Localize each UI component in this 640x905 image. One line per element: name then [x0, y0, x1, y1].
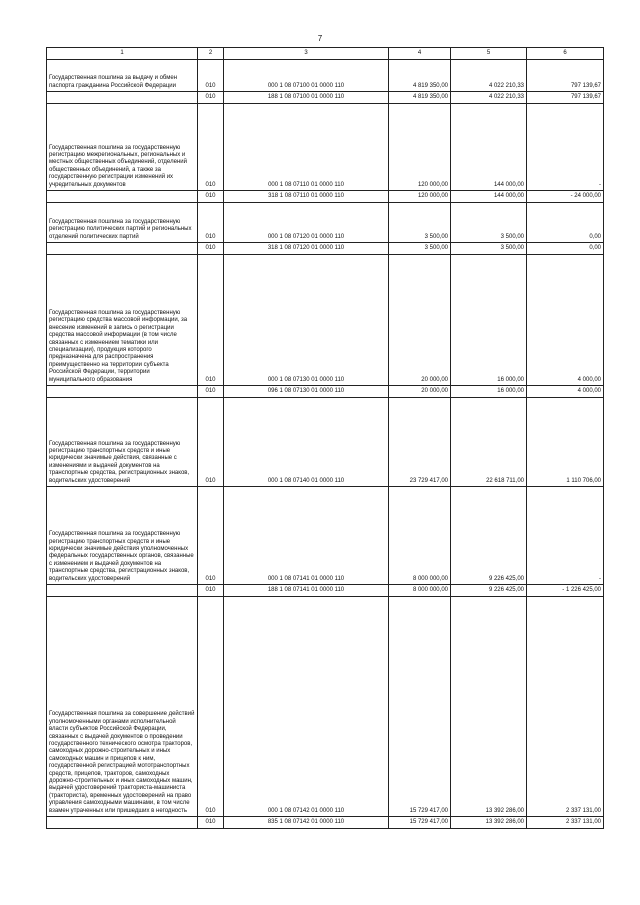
- approved-value: 120 000,00: [389, 191, 451, 203]
- budget-code: 835 1 08 07142 01 0000 110: [224, 817, 389, 829]
- unexecuted-value: 2 337 131,00: [527, 817, 604, 829]
- table-row: [47, 255, 604, 386]
- budget-code: 000 1 08 07110 01 0000 110: [224, 104, 389, 191]
- line-code: 010: [198, 398, 224, 487]
- column-number: 5: [451, 48, 527, 60]
- row-name: Государственная пошлина за совершение действий уполномоченными органами исполнительной власти субъектов Российской Федерации, связанных с выдачей документов о проведении государственного технического осмотра тракторов, самоходных дорожно-строительных и иных самоходных машин и прицепов к ним, государственной регистрацией мототранспортных средств, прицепов, тракторов, самоходных дорожно-строительных и иных самоходных машин, выдачей удостоверений тракториста-машиниста (тракториста), временных удостоверений на право управления самоходными машинами, в том числе взамен утраченных или пришедших в негодность: [47, 597, 198, 817]
- executed-value: 3 500,00: [451, 203, 527, 243]
- executed-value: 16 000,00: [451, 255, 527, 386]
- unexecuted-value: -: [527, 487, 604, 585]
- row-name: Государственная пошлина за государственную регистрацию транспортных средств и иные юридически значимые действия уполномоченных федеральных государственных органов, связанные с изменением и выдачей документов на транспортные средства, регистрационных знаков, водительских удостоверений: [47, 487, 198, 585]
- approved-value: 3 500,00: [389, 243, 451, 255]
- approved-value: 20 000,00: [389, 386, 451, 398]
- line-code: 010: [198, 597, 224, 817]
- approved-value: 15 729 417,00: [389, 817, 451, 829]
- executed-value: 4 022 210,33: [451, 92, 527, 104]
- executed-value: 9 226 425,00: [451, 585, 527, 597]
- line-code: 010: [198, 817, 224, 829]
- row-name: [47, 585, 198, 597]
- row-name: [47, 243, 198, 255]
- executed-value: 13 392 286,00: [451, 597, 527, 817]
- unexecuted-value: 797 139,67: [527, 60, 604, 92]
- executed-value: 144 000,00: [451, 104, 527, 191]
- line-code: 010: [198, 191, 224, 203]
- line-code: 010: [198, 386, 224, 398]
- table-row: [47, 203, 604, 243]
- table-row: [47, 398, 604, 487]
- executed-value: 144 000,00: [451, 191, 527, 203]
- unexecuted-value: 2 337 131,00: [527, 597, 604, 817]
- unexecuted-value: -: [527, 104, 604, 191]
- approved-value: 15 729 417,00: [389, 597, 451, 817]
- executed-value: 22 618 711,00: [451, 398, 527, 487]
- unexecuted-value: 0,00: [527, 203, 604, 243]
- unexecuted-value: - 1 226 425,00: [527, 585, 604, 597]
- table-row: [47, 92, 604, 104]
- line-code: 010: [198, 255, 224, 386]
- budget-code: 000 1 08 07141 01 0000 110: [224, 487, 389, 585]
- column-number: 1: [47, 48, 198, 60]
- unexecuted-value: 0,00: [527, 243, 604, 255]
- table-row: [47, 104, 604, 191]
- row-name: [47, 92, 198, 104]
- row-name: Государственная пошлина за выдачу и обмен паспорта гражданина Российской Федерации: [47, 60, 198, 92]
- line-code: 010: [198, 487, 224, 585]
- approved-value: 3 500,00: [389, 203, 451, 243]
- unexecuted-value: 4 000,00: [527, 386, 604, 398]
- report-table: [46, 47, 604, 829]
- line-code: 010: [198, 243, 224, 255]
- row-name: Государственная пошлина за государственную регистрацию межрегиональных, региональных и местных общественных объединений, отделений общественных объединений, а также за государственную регистрации изменений их учредительных документов: [47, 104, 198, 191]
- budget-code: 096 1 08 07130 01 0000 110: [224, 386, 389, 398]
- approved-value: 20 000,00: [389, 255, 451, 386]
- budget-code: 318 1 08 07110 01 0000 110: [224, 191, 389, 203]
- unexecuted-value: - 24 000,00: [527, 191, 604, 203]
- unexecuted-value: 1 110 706,00: [527, 398, 604, 487]
- table-row: [47, 585, 604, 597]
- row-name: Государственная пошлина за государственную регистрацию политических партий и региональных отделений политических партий: [47, 203, 198, 243]
- executed-value: 16 000,00: [451, 386, 527, 398]
- column-number: 4: [389, 48, 451, 60]
- row-name: Государственная пошлина за государственную регистрацию транспортных средств и иные юридически значимые действия, связанные с изменениями и выдачей документов на транспортные средства, регистрационных знаков, водительских удостоверений: [47, 398, 198, 487]
- table-row: [47, 597, 604, 817]
- table-row: [47, 60, 604, 92]
- table-row: [47, 243, 604, 255]
- approved-value: 4 819 350,00: [389, 92, 451, 104]
- approved-value: 23 729 417,00: [389, 398, 451, 487]
- line-code: 010: [198, 104, 224, 191]
- line-code: 010: [198, 585, 224, 597]
- row-name: [47, 817, 198, 829]
- approved-value: 4 819 350,00: [389, 60, 451, 92]
- table-row: [47, 191, 604, 203]
- line-code: 010: [198, 60, 224, 92]
- approved-value: 8 000 000,00: [389, 487, 451, 585]
- column-number: 2: [198, 48, 224, 60]
- approved-value: 8 000 000,00: [389, 585, 451, 597]
- column-number: 6: [527, 48, 604, 60]
- budget-code: 000 1 08 07120 01 0000 110: [224, 203, 389, 243]
- executed-value: 3 500,00: [451, 243, 527, 255]
- executed-value: 4 022 210,33: [451, 60, 527, 92]
- row-name: [47, 191, 198, 203]
- budget-code: 000 1 08 07100 01 0000 110: [224, 60, 389, 92]
- budget-code: 000 1 08 07130 01 0000 110: [224, 255, 389, 386]
- budget-code: 188 1 08 07100 01 0000 110: [224, 92, 389, 104]
- column-number-row: [47, 48, 604, 60]
- executed-value: 9 226 425,00: [451, 487, 527, 585]
- row-name: Государственная пошлина за государственную регистрацию средства массовой информации, за внесение изменений в запись о регистрации средства массовой информации (в том числе связанных с изменением тематики или специализации), продукция которого предназначена для распространения преимущественно на территории субъекта Российской Федерации, территории муниципального образования: [47, 255, 198, 386]
- executed-value: 13 392 286,00: [451, 817, 527, 829]
- line-code: 010: [198, 203, 224, 243]
- budget-code: 318 1 08 07120 01 0000 110: [224, 243, 389, 255]
- budget-code: 188 1 08 07141 01 0000 110: [224, 585, 389, 597]
- unexecuted-value: 4 000,00: [527, 255, 604, 386]
- line-code: 010: [198, 92, 224, 104]
- row-name: [47, 386, 198, 398]
- budget-code: 000 1 08 07142 01 0000 110: [224, 597, 389, 817]
- column-number: 3: [224, 48, 389, 60]
- budget-code: 000 1 08 07140 01 0000 110: [224, 398, 389, 487]
- page-number: 7: [317, 34, 323, 43]
- table-row: [47, 487, 604, 585]
- table-row: [47, 817, 604, 829]
- table-row: [47, 386, 604, 398]
- approved-value: 120 000,00: [389, 104, 451, 191]
- unexecuted-value: 797 139,67: [527, 92, 604, 104]
